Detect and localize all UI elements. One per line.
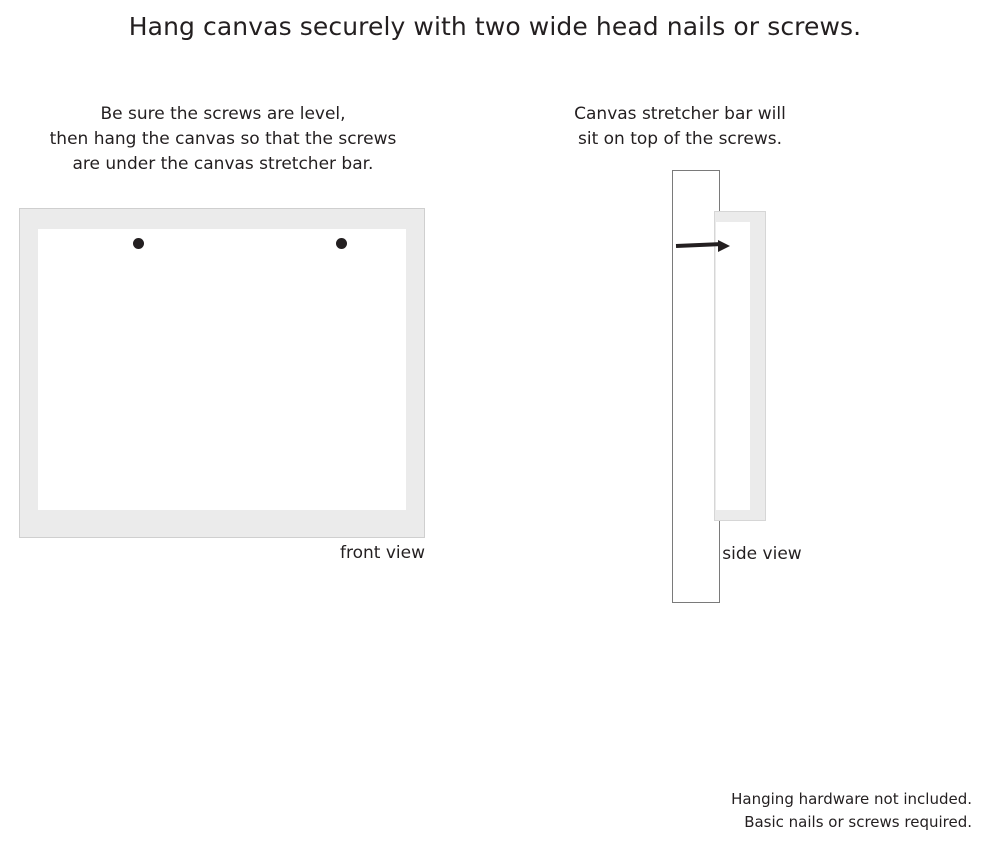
side-view-caption-line-1: Canvas stretcher bar will — [574, 104, 786, 124]
left-screw-icon — [133, 238, 144, 249]
front-view-illustration — [19, 208, 425, 538]
right-screw-icon — [336, 238, 347, 249]
wall-stud-shape — [672, 170, 720, 603]
footnote — [731, 788, 972, 834]
page-title: Hang canvas securely with two wide head nails or screws. — [128, 12, 862, 41]
side-view-caption — [520, 102, 840, 152]
footnote-line-2: Basic nails or screws required. — [744, 813, 972, 831]
front-view-label: front view — [340, 543, 425, 563]
front-view-caption — [18, 102, 428, 177]
canvas-face-front — [38, 229, 406, 510]
canvas-face-side — [716, 222, 750, 510]
nail-head-shape — [718, 240, 730, 252]
front-view-caption-line-1: Be sure the screws are level, — [100, 104, 346, 124]
footnote-line-1: Hanging hardware not included. — [731, 790, 972, 808]
side-view-caption-line-2: sit on top of the screws. — [577, 129, 783, 149]
front-view-caption-line-2: then hang the canvas so that the screws — [49, 129, 397, 149]
front-view-caption-line-3: are under the canvas stretcher bar. — [72, 154, 374, 174]
nail-shaft-shape — [676, 242, 720, 248]
nail-icon — [676, 239, 732, 251]
side-view-label: side view — [722, 544, 802, 564]
side-view-illustration — [672, 170, 852, 605]
